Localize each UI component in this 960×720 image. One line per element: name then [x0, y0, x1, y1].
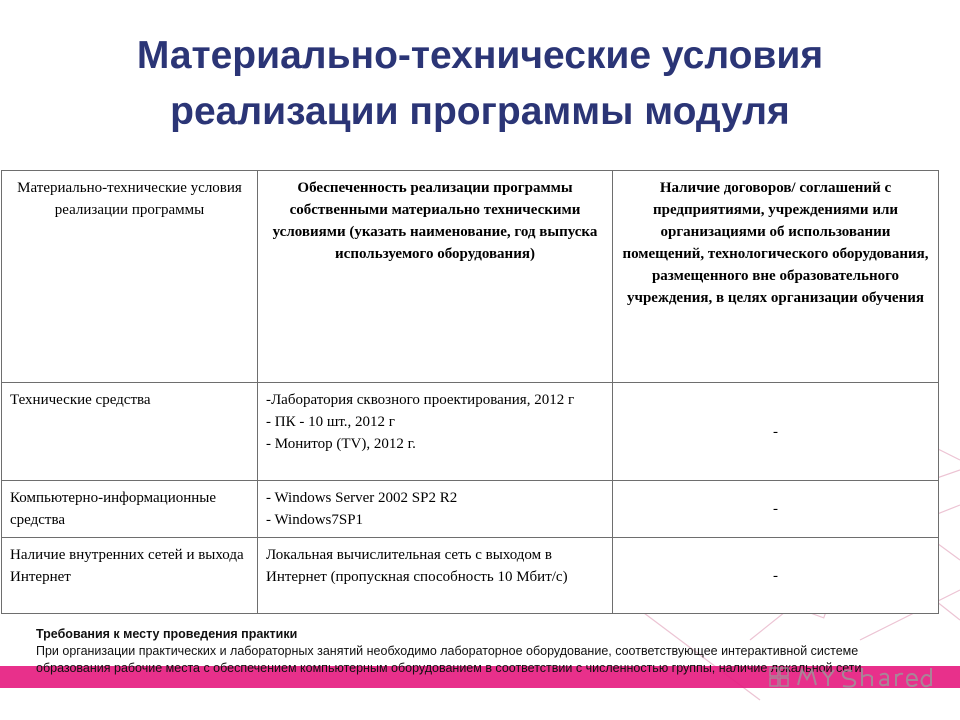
row-category: Технические средства [2, 383, 258, 481]
header-provision: Обеспеченность реализации программы собственными материально техническими условиями (указать наименование, год выпуска используемого оборудования) [258, 171, 613, 383]
row-agreements: - [613, 383, 939, 481]
row-agreements: - [613, 538, 939, 614]
detail-line: - Windows Server 2002 SP2 R2 [266, 490, 458, 506]
detail-line: -Лаборатория сквозного проектирования, 2012 г [266, 392, 575, 408]
table-row [2, 383, 939, 481]
row-category: Компьютерно-информационные средства [2, 481, 258, 538]
row-details [258, 538, 613, 614]
conditions-table [1, 170, 939, 614]
detail-line: - Монитор (TV), 2012 г. [266, 436, 416, 452]
row-details [258, 383, 613, 481]
requirements-title: Требования к месту проведения практики [36, 627, 298, 641]
requirements-block [36, 626, 926, 677]
title-line-1: Материально-технические условия [136, 34, 824, 77]
table-header-row [2, 171, 939, 383]
table-row [2, 538, 939, 614]
page-title [40, 28, 920, 140]
detail-line: - Windows7SP1 [266, 512, 364, 528]
header-agreements: Наличие договоров/ соглашений с предприятиями, учреждениями или организациями об использовании помещений, технологического оборудования, размещенного вне образовательного учреждения, в целях организации обучения [613, 171, 939, 383]
header-conditions: Материально-технические условия реализации программы [2, 171, 258, 383]
row-agreements: - [613, 481, 939, 538]
row-details [258, 481, 613, 538]
detail-line: Локальная вычислительная сеть с выходом в Интернет (пропускная способность 10 Мбит/с) [266, 547, 568, 585]
title-line-2: реализации программы модуля [170, 90, 790, 133]
table-row [2, 481, 939, 538]
requirements-text: При организации практических и лабораторных занятий необходимо лабораторное оборудование, соответствующее интерактивной системе образования рабочие места с обеспечением компьютерным оборудованием в соответствии с численностью группы, наличие локальной сети [36, 644, 862, 675]
detail-line: - ПК - 10 шт., 2012 г [266, 414, 395, 430]
row-category: Наличие внутренних сетей и выхода Интернет [2, 538, 258, 614]
